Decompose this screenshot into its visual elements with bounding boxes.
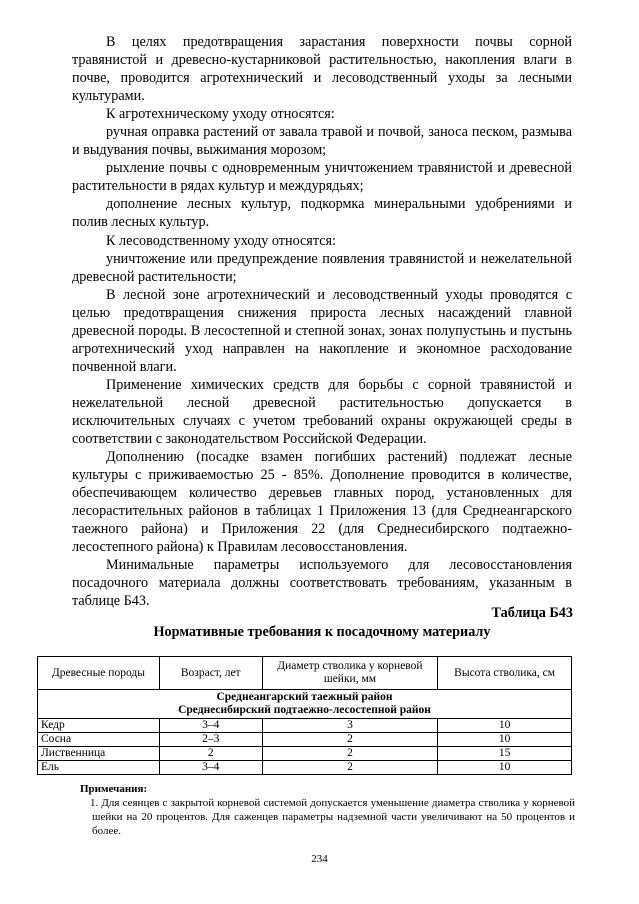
paragraph: Дополнению (посадке взамен погибших растений) подлежат лесные культуры с приживаемостью 25 - 85%. Дополнение проводится в количестве, обеспечивающем количество деревьев главных пород, установленных для лесорастительных районов в таблицах 1 Приложения 13 (для Среднеангарского таежного района) и Приложения 22 (для Среднесибирского подтаежно-лесостепного района) к Правилам лесовосстановления. bbox=[72, 449, 572, 556]
table-cell: Лиственница bbox=[38, 747, 160, 761]
list-paragraph: дополнение лесных культур, подкормка минеральными удобрениями и полив лесных культур. bbox=[72, 196, 572, 231]
table-cell: Ель bbox=[38, 761, 160, 775]
table-header-cell: Высота стволика, см bbox=[438, 657, 572, 690]
table-cell: 2 bbox=[262, 747, 438, 761]
table-cell: Сосна bbox=[38, 733, 160, 747]
region-cell bbox=[38, 690, 572, 719]
list-paragraph: ручная оправка растений от завала травой и почвой, заноса песком, размыва и выдувания почвы, выжимания морозом; bbox=[72, 124, 572, 159]
paragraph: Минимальные параметры используемого для лесовосстановления посадочного материала должны соответствовать требованиям, указанным в таблице Б43. bbox=[72, 557, 572, 610]
table-title: Нормативные требования к посадочному материалу bbox=[153, 624, 491, 640]
note-item: 1. Для сеянцев с закрытой корневой системой допускается уменьшение диаметра стволика у корневой шейки на 20 процентов. Для саженцев параметры надземной части увеличивают на 50 процентов и более. bbox=[90, 797, 575, 837]
table-header-cell: Древесные породы bbox=[38, 657, 160, 690]
table-cell: 10 bbox=[438, 733, 572, 747]
table-row bbox=[38, 733, 572, 747]
paragraph: К лесоводственному уходу относятся: bbox=[106, 232, 336, 249]
region-name: Среднесибирский подтаежно-лесостепной район bbox=[178, 704, 431, 716]
planting-material-table bbox=[37, 656, 572, 775]
table-notes bbox=[80, 782, 575, 838]
notes-heading: Примечания: bbox=[80, 783, 148, 795]
table-header-cell: Диаметр стволика у корневой шейки, мм bbox=[262, 657, 438, 690]
table-row bbox=[38, 747, 572, 761]
table-cell: 2 bbox=[262, 761, 438, 775]
body-text bbox=[72, 33, 572, 611]
table-cell: 3 bbox=[262, 719, 438, 733]
table-cell: 3–4 bbox=[159, 761, 262, 775]
table-row bbox=[38, 719, 572, 733]
table-cell: 2 bbox=[262, 733, 438, 747]
table-cell: 15 bbox=[438, 747, 572, 761]
table-cell: 3–4 bbox=[159, 719, 262, 733]
table-header-row bbox=[38, 657, 572, 690]
paragraph: В лесной зоне агротехнический и лесоводственный уходы проводятся с целью предотвращения снижения прироста лесных насаждений главной древесной породы. В лесостепной и степной зонах, зонах полупустынь и пустынь агротехнический уход направлен на накопление и экономное расходование почвенной влаги. bbox=[72, 286, 572, 375]
list-paragraph: уничтожение или предупреждение появления травянистой и нежелательной древесной растительности; bbox=[72, 250, 572, 285]
page-number: 234 bbox=[311, 853, 328, 865]
table-cell: 10 bbox=[438, 761, 572, 775]
table-row bbox=[38, 761, 572, 775]
table-label: Таблица Б43 bbox=[491, 605, 573, 621]
table-cell: Кедр bbox=[38, 719, 160, 733]
paragraph: Применение химических средств для борьбы с сорной травянистой и нежелательной лесной древесной растительностью допускается в исключительных случаях с учетом требований охраны окружающей среды в соответствии с законодательством Российской Федерации. bbox=[72, 376, 572, 448]
paragraph: В целях предотвращения зарастания поверхности почвы сорной травянистой и древесно-кустарниковой растительностью, накопления влаги в почве, проводится агротехнический и лесоводственный уходы за лесными культурами. bbox=[72, 34, 572, 105]
table-cell: 10 bbox=[438, 719, 572, 733]
table-header-cell: Возраст, лет bbox=[159, 657, 262, 690]
list-paragraph: рыхление почвы с одновременным уничтожением травянистой и древесной растительности в рядах культур и междурядьях; bbox=[72, 160, 572, 195]
region-name: Среднеангарский таежный район bbox=[216, 691, 393, 703]
table-region-row bbox=[38, 690, 572, 719]
table-cell: 2 bbox=[159, 747, 262, 761]
paragraph: К агротехническому уходу относятся: bbox=[106, 106, 335, 123]
table-cell: 2–3 bbox=[159, 733, 262, 747]
